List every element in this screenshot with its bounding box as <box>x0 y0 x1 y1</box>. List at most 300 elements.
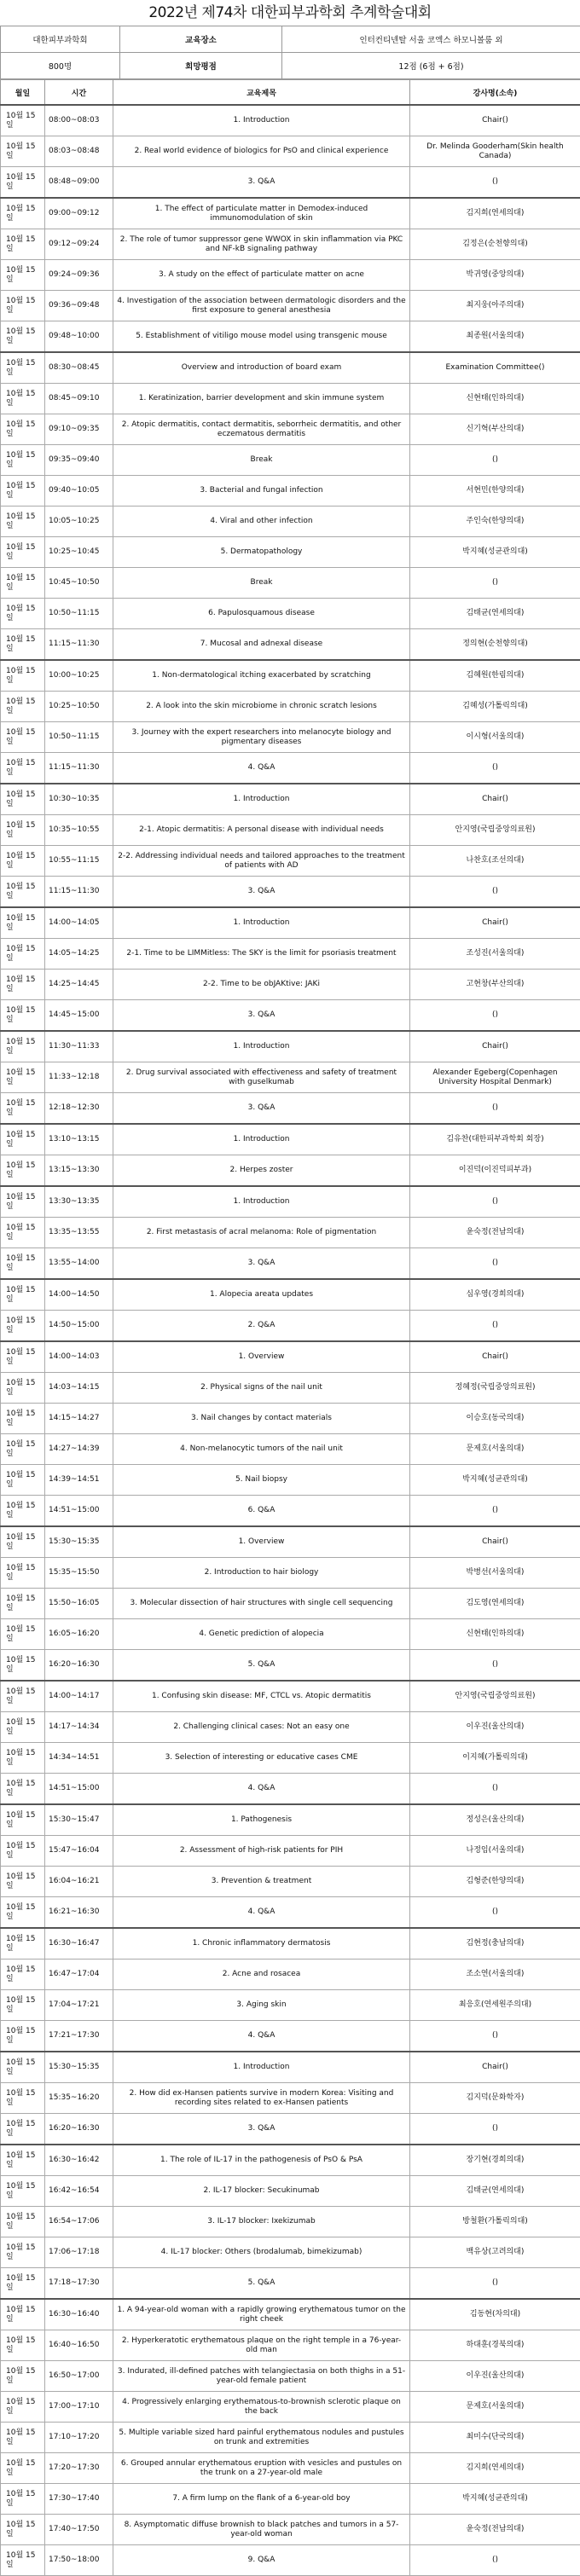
cell-title: 9. Q&A <box>113 2545 410 2576</box>
table-row <box>1 2453 580 2484</box>
cell-time: 17:30~17:40 <box>45 2484 113 2515</box>
cell-speaker: 김지덕(문화학자) <box>410 2083 580 2114</box>
cell-speaker: 김지희(연세의대) <box>410 198 580 229</box>
cell-speaker: () <box>410 167 580 199</box>
cell-time: 15:35~15:50 <box>45 1558 113 1589</box>
cell-speaker: 김도영(연세의대) <box>410 1589 580 1619</box>
cell-speaker: 안지영(국립중앙의료원) <box>410 815 580 846</box>
cell-title: 4. Investigation of the association between dermatologic disorders and the first exposure to general anesthesia <box>113 291 410 321</box>
table-row <box>1 1928 580 1959</box>
cell-date: 10월 15일 <box>1 599 45 629</box>
table-row <box>1 1743 580 1774</box>
cell-title: 1. Introduction <box>113 784 410 815</box>
cell-time: 14:00~14:17 <box>45 1681 113 1712</box>
cell-title: 4. IL-17 blocker: Others (brodalumab, bimekizumab) <box>113 2237 410 2268</box>
cell-date: 10월 15일 <box>1 753 45 784</box>
cell-date: 10월 15일 <box>1 970 45 1000</box>
cell-title: 2. A look into the skin microbiome in chronic scratch lesions <box>113 692 410 722</box>
cell-speaker: () <box>410 1311 580 1342</box>
cell-time: 13:35~13:55 <box>45 1218 113 1248</box>
table-row <box>1 198 580 229</box>
cell-date: 10월 15일 <box>1 629 45 661</box>
cell-time: 08:30~08:45 <box>45 352 113 384</box>
cell-time: 11:33~12:18 <box>45 1062 113 1093</box>
cell-speaker: 김혜원(한림의대) <box>410 660 580 692</box>
cell-speaker: 안지영(국립중앙의료원) <box>410 1681 580 1712</box>
cell-time: 16:05~16:20 <box>45 1619 113 1650</box>
cell-title: 3. Q&A <box>113 1248 410 1280</box>
cell-speaker: 최종원(서울의대) <box>410 321 580 353</box>
cell-title: 3. Q&A <box>113 1093 410 1125</box>
cell-speaker: 최지웅(아주의대) <box>410 291 580 321</box>
cell-time: 11:30~11:33 <box>45 1031 113 1062</box>
table-row <box>1 2176 580 2207</box>
info-table <box>0 26 580 79</box>
cell-title: 2. Assessment of high-risk patients for PIH <box>113 1836 410 1867</box>
table-row <box>1 1311 580 1342</box>
cell-speaker: Chair() <box>410 1031 580 1062</box>
cell-date: 10월 15일 <box>1 815 45 846</box>
table-row <box>1 939 580 970</box>
cell-time: 10:05~10:25 <box>45 507 113 537</box>
cell-time: 10:45~10:50 <box>45 568 113 599</box>
cell-title: 3. Q&A <box>113 2114 410 2145</box>
table-row <box>1 167 580 199</box>
cell-speaker: 이승호(동국의대) <box>410 1404 580 1434</box>
cell-date: 10월 15일 <box>1 476 45 507</box>
table-row <box>1 291 580 321</box>
cell-date: 10월 15일 <box>1 1959 45 1990</box>
table-row <box>1 352 580 384</box>
table-row <box>1 229 580 260</box>
cell-date: 10월 15일 <box>1 2176 45 2207</box>
cell-title: 6. Papulosquamous disease <box>113 599 410 629</box>
cell-speaker: 문제호(서울의대) <box>410 1434 580 1465</box>
cell-speaker: () <box>410 753 580 784</box>
cell-date: 10월 15일 <box>1 2299 45 2330</box>
cell-date: 10월 15일 <box>1 1496 45 1527</box>
cell-time: 10:25~10:45 <box>45 537 113 568</box>
table-row <box>1 2361 580 2392</box>
cell-date: 10월 15일 <box>1 1124 45 1155</box>
cell-speaker: 최미수(단국의대) <box>410 2423 580 2453</box>
table-row <box>1 877 580 908</box>
table-row <box>1 2083 580 2114</box>
cell-time: 16:47~17:04 <box>45 1959 113 1990</box>
table-row <box>1 384 580 414</box>
cell-speaker: 신현태(인하의대) <box>410 384 580 414</box>
cell-date: 10월 15일 <box>1 384 45 414</box>
cell-title: 3. Bacterial and fungal infection <box>113 476 410 507</box>
cell-date: 10월 15일 <box>1 568 45 599</box>
cell-time: 15:50~16:05 <box>45 1589 113 1619</box>
cell-time: 14:50~15:00 <box>45 1311 113 1342</box>
cell-speaker: 이우진(울산의대) <box>410 1712 580 1743</box>
cell-date: 10월 15일 <box>1 414 45 445</box>
cell-title: 1. Introduction <box>113 1124 410 1155</box>
table-row <box>1 692 580 722</box>
cell-time: 14:51~15:00 <box>45 1774 113 1805</box>
table-row <box>1 568 580 599</box>
cell-title: 1. Introduction <box>113 1031 410 1062</box>
cell-speaker: () <box>410 2268 580 2300</box>
cell-time: 15:30~15:35 <box>45 1526 113 1558</box>
cell-title: 2. Q&A <box>113 1311 410 1342</box>
cell-title: 2. Acne and rosacea <box>113 1959 410 1990</box>
cell-time: 09:12~09:24 <box>45 229 113 260</box>
table-row <box>1 1093 580 1125</box>
cell-date: 10월 15일 <box>1 2237 45 2268</box>
col-header-title: 교육제목 <box>113 80 410 106</box>
society-name: 대한피부과학회 <box>1 26 120 53</box>
cell-date: 10월 15일 <box>1 2330 45 2361</box>
cell-time: 11:15~11:30 <box>45 753 113 784</box>
cell-speaker: 이우진(울산의대) <box>410 2361 580 2392</box>
cell-time: 16:50~17:00 <box>45 2361 113 2392</box>
cell-speaker: 장기현(경희의대) <box>410 2145 580 2176</box>
cell-title: 1. Introduction <box>113 2052 410 2083</box>
cell-title: 1. Pathogenesis <box>113 1804 410 1836</box>
table-row <box>1 507 580 537</box>
cell-time: 10:35~10:55 <box>45 815 113 846</box>
cell-time: 17:10~17:20 <box>45 2423 113 2453</box>
table-row <box>1 660 580 692</box>
cell-time: 17:06~17:18 <box>45 2237 113 2268</box>
place-value: 인터컨티넨탈 서울 코엑스 하모니볼룸 외 <box>282 26 580 53</box>
cell-date: 10월 15일 <box>1 692 45 722</box>
cell-speaker: 정의현(순천향의대) <box>410 629 580 661</box>
cell-date: 10월 15일 <box>1 1897 45 1929</box>
cell-time: 13:30~13:35 <box>45 1186 113 1218</box>
table-row <box>1 1434 580 1465</box>
table-row <box>1 2237 580 2268</box>
cell-time: 14:05~14:25 <box>45 939 113 970</box>
cell-date: 10월 15일 <box>1 1743 45 1774</box>
cell-speaker: 김동현(차의대) <box>410 2299 580 2330</box>
cell-date: 10월 15일 <box>1 167 45 199</box>
cell-date: 10월 15일 <box>1 198 45 229</box>
table-row <box>1 1650 580 1682</box>
cell-date: 10월 15일 <box>1 2268 45 2300</box>
cell-time: 13:15~13:30 <box>45 1155 113 1187</box>
cell-date: 10월 15일 <box>1 2515 45 2545</box>
cell-time: 09:24~09:36 <box>45 260 113 291</box>
cell-date: 10월 15일 <box>1 1373 45 1404</box>
table-row <box>1 1774 580 1805</box>
table-row <box>1 2330 580 2361</box>
schedule-header-row <box>1 80 580 106</box>
cell-speaker: Dr. Melinda Gooderham(Skin health Canada) <box>410 136 580 167</box>
cell-title: 2. Hyperkeratotic erythematous plaque on the right temple in a 76-year-old man <box>113 2330 410 2361</box>
cell-title: 2-2. Time to be obJAKtive: JAKi <box>113 970 410 1000</box>
cell-time: 16:04~16:21 <box>45 1867 113 1897</box>
cell-date: 10월 15일 <box>1 136 45 167</box>
cell-title: 3. Selection of interesting or educative cases CME <box>113 1743 410 1774</box>
cell-time: 14:51~15:00 <box>45 1496 113 1527</box>
cell-date: 10월 15일 <box>1 877 45 908</box>
cell-title: 1. Introduction <box>113 105 410 136</box>
cell-title: 1. Keratinization, barrier development and skin immune system <box>113 384 410 414</box>
cell-time: 17:21~17:30 <box>45 2021 113 2052</box>
table-row <box>1 784 580 815</box>
cell-speaker: 김정은(순천향의대) <box>410 229 580 260</box>
cell-speaker: 박지혜(성균관의대) <box>410 2484 580 2515</box>
table-row <box>1 1681 580 1712</box>
cell-title: 1. Introduction <box>113 907 410 939</box>
table-row <box>1 1959 580 1990</box>
table-row <box>1 1373 580 1404</box>
cell-date: 10월 15일 <box>1 1279 45 1311</box>
cell-date: 10월 15일 <box>1 1186 45 1218</box>
cell-date: 10월 15일 <box>1 2392 45 2423</box>
table-row <box>1 1867 580 1897</box>
cell-title: 3. Q&A <box>113 1000 410 1032</box>
col-header-month: 월일 <box>1 80 45 106</box>
cell-speaker: 김현정(충남의대) <box>410 1928 580 1959</box>
cell-time: 14:45~15:00 <box>45 1000 113 1032</box>
cell-time: 08:45~09:10 <box>45 384 113 414</box>
cell-date: 10월 15일 <box>1 2145 45 2176</box>
cell-date: 10월 15일 <box>1 907 45 939</box>
table-row <box>1 1619 580 1650</box>
cell-title: 7. A firm lump on the flank of a 6-year-old boy <box>113 2484 410 2515</box>
cell-date: 10월 15일 <box>1 2083 45 2114</box>
table-row <box>1 1279 580 1311</box>
cell-time: 14:34~14:51 <box>45 1743 113 1774</box>
cell-speaker: 주인숙(한양의대) <box>410 507 580 537</box>
table-row <box>1 1218 580 1248</box>
cell-speaker: 윤숙정(전남의대) <box>410 2515 580 2545</box>
cell-date: 10월 15일 <box>1 2545 45 2576</box>
cell-title: 5. Dermatopathology <box>113 537 410 568</box>
cell-speaker: 조성진(서울의대) <box>410 939 580 970</box>
cell-date: 10월 15일 <box>1 1990 45 2021</box>
cell-title: 2. How did ex-Hansen patients survive in modern Korea: Visiting and recording sites related to ex-Hansen patients <box>113 2083 410 2114</box>
table-row <box>1 1712 580 1743</box>
place-label: 교육장소 <box>120 26 282 53</box>
cell-date: 10월 15일 <box>1 939 45 970</box>
cell-title: 2. The role of tumor suppressor gene WWOX in skin inflammation via PKC and NF-kB signaling pathway <box>113 229 410 260</box>
cell-time: 12:18~12:30 <box>45 1093 113 1125</box>
table-row <box>1 2052 580 2083</box>
cell-title: 5. Q&A <box>113 2268 410 2300</box>
cell-speaker: Examination Committee() <box>410 352 580 384</box>
table-row <box>1 599 580 629</box>
score-value: 12점 (6점 + 6점) <box>282 53 580 79</box>
cell-time: 16:42~16:54 <box>45 2176 113 2207</box>
document-title: 2022년 제74차 대한피부과학회 추계학술대회 <box>0 0 580 26</box>
cell-time: 15:47~16:04 <box>45 1836 113 1867</box>
cell-title: 2. Challenging clinical cases: Not an easy one <box>113 1712 410 1743</box>
cell-speaker: 백유상(고려의대) <box>410 2237 580 2268</box>
cell-date: 10월 15일 <box>1 291 45 321</box>
cell-time: 11:15~11:30 <box>45 629 113 661</box>
cell-speaker: 고현창(부산의대) <box>410 970 580 1000</box>
cell-title: 5. Q&A <box>113 1650 410 1682</box>
cell-speaker: 김형준(한양의대) <box>410 1867 580 1897</box>
cell-speaker: Chair() <box>410 105 580 136</box>
cell-time: 14:00~14:03 <box>45 1341 113 1373</box>
cell-title: 2-1. Time to be LIMMitless: The SKY is the limit for psoriasis treatment <box>113 939 410 970</box>
cell-date: 10월 15일 <box>1 105 45 136</box>
cell-date: 10월 15일 <box>1 2021 45 2052</box>
cell-date: 10월 15일 <box>1 1155 45 1187</box>
cell-date: 10월 15일 <box>1 1311 45 1342</box>
cell-title: 1. Overview <box>113 1341 410 1373</box>
cell-speaker: () <box>410 445 580 476</box>
table-row <box>1 2021 580 2052</box>
table-row <box>1 1124 580 1155</box>
cell-title: Overview and introduction of board exam <box>113 352 410 384</box>
cell-date: 10월 15일 <box>1 1774 45 1805</box>
cell-title: 2. First metastasis of acral melanoma: Role of pigmentation <box>113 1218 410 1248</box>
cell-time: 08:03~08:48 <box>45 136 113 167</box>
cell-title: 3. Q&A <box>113 877 410 908</box>
schedule-body <box>1 105 580 2576</box>
cell-time: 16:20~16:30 <box>45 2114 113 2145</box>
cell-time: 10:50~11:15 <box>45 722 113 753</box>
cell-date: 10월 15일 <box>1 784 45 815</box>
cell-speaker: Chair() <box>410 1341 580 1373</box>
table-row <box>1 1031 580 1062</box>
table-row <box>1 476 580 507</box>
cell-speaker: 이지혜(가톨릭의대) <box>410 1743 580 1774</box>
cell-title: 2-2. Addressing individual needs and tailored approaches to the treatment of patients with AD <box>113 846 410 877</box>
table-row <box>1 2484 580 2515</box>
cell-time: 15:35~16:20 <box>45 2083 113 2114</box>
cell-time: 13:10~13:15 <box>45 1124 113 1155</box>
cell-time: 17:20~17:30 <box>45 2453 113 2484</box>
table-row <box>1 2207 580 2237</box>
cell-speaker: Chair() <box>410 2052 580 2083</box>
table-row <box>1 2392 580 2423</box>
table-row <box>1 537 580 568</box>
cell-speaker: 김태균(연세의대) <box>410 599 580 629</box>
table-row <box>1 1897 580 1929</box>
cell-time: 17:00~17:10 <box>45 2392 113 2423</box>
cell-speaker: 신기혁(부산의대) <box>410 414 580 445</box>
table-row <box>1 2268 580 2300</box>
cell-date: 10월 15일 <box>1 1218 45 1248</box>
table-row <box>1 1062 580 1093</box>
cell-speaker: 나찬호(조선의대) <box>410 846 580 877</box>
cell-title: 3. Journey with the expert researchers into melanocyte biology and pigmentary diseases <box>113 722 410 753</box>
cell-speaker: 신현태(인하의대) <box>410 1619 580 1650</box>
cell-time: 16:30~16:40 <box>45 2299 113 2330</box>
table-row <box>1 815 580 846</box>
cell-title: 1. Alopecia areata updates <box>113 1279 410 1311</box>
cell-title: 4. Non-melanocytic tumors of the nail unit <box>113 1434 410 1465</box>
table-row <box>1 1836 580 1867</box>
cell-speaker: 윤숙정(전남의대) <box>410 1218 580 1248</box>
cell-date: 10월 15일 <box>1 260 45 291</box>
cell-title: 1. Chronic inflammatory dermatosis <box>113 1928 410 1959</box>
cell-time: 16:30~16:42 <box>45 2145 113 2176</box>
score-label: 희망평점 <box>120 53 282 79</box>
cell-title: 1. The role of IL-17 in the pathogenesis of PsO & PsA <box>113 2145 410 2176</box>
cell-time: 15:30~15:47 <box>45 1804 113 1836</box>
cell-date: 10월 15일 <box>1 846 45 877</box>
table-row <box>1 414 580 445</box>
cell-time: 17:50~18:00 <box>45 2545 113 2576</box>
table-row <box>1 2145 580 2176</box>
cell-speaker: 최응호(연세원주의대) <box>410 1990 580 2021</box>
table-row <box>1 260 580 291</box>
cell-title: 7. Mucosal and adnexal disease <box>113 629 410 661</box>
cell-time: 10:25~10:50 <box>45 692 113 722</box>
cell-title: 1. The effect of particulate matter in Demodex-induced immunomodulation of skin <box>113 198 410 229</box>
table-row <box>1 2299 580 2330</box>
cell-title: 1. Introduction <box>113 1186 410 1218</box>
cell-title: 6. Q&A <box>113 1496 410 1527</box>
cell-title: 8. Asymptomatic diffuse brownish to black patches and tumors in a 57-year-old woman <box>113 2515 410 2545</box>
cell-date: 10월 15일 <box>1 1093 45 1125</box>
cell-date: 10월 15일 <box>1 1589 45 1619</box>
cell-speaker: 박지혜(성균관의대) <box>410 537 580 568</box>
table-row <box>1 2114 580 2145</box>
cell-title: 4. Viral and other infection <box>113 507 410 537</box>
table-row <box>1 970 580 1000</box>
cell-title: 4. Q&A <box>113 1897 410 1929</box>
cell-date: 10월 15일 <box>1 722 45 753</box>
cell-title: 5. Establishment of vitiligo mouse model using transgenic mouse <box>113 321 410 353</box>
cell-speaker: () <box>410 877 580 908</box>
cell-title: 3. Indurated, ill-defined patches with telangiectasia on both thighs in a 51-year-old female patient <box>113 2361 410 2392</box>
cell-speaker: () <box>410 1000 580 1032</box>
cell-time: 14:15~14:27 <box>45 1404 113 1434</box>
cell-date: 10월 15일 <box>1 1836 45 1867</box>
cell-time: 14:25~14:45 <box>45 970 113 1000</box>
table-row <box>1 1000 580 1032</box>
cell-date: 10월 15일 <box>1 1465 45 1496</box>
cell-time: 10:55~11:15 <box>45 846 113 877</box>
cell-time: 16:30~16:47 <box>45 1928 113 1959</box>
cell-title: 5. Multiple variable sized hard painful erythematous nodules and pustules on trunk and extremities <box>113 2423 410 2453</box>
cell-speaker: 박병선(서울의대) <box>410 1558 580 1589</box>
cell-title: 6. Grouped annular erythematous eruption with vesicles and pustules on the trunk on a 27-year-old male <box>113 2453 410 2484</box>
cell-time: 14:17~14:34 <box>45 1712 113 1743</box>
cell-date: 10월 15일 <box>1 1526 45 1558</box>
cell-time: 16:54~17:06 <box>45 2207 113 2237</box>
cell-date: 10월 15일 <box>1 1558 45 1589</box>
cell-title: 2-1. Atopic dermatitis: A personal disease with individual needs <box>113 815 410 846</box>
cell-date: 10월 15일 <box>1 1341 45 1373</box>
attendee-count: 800명 <box>1 53 120 79</box>
cell-speaker: 김유찬(대한피부과학회 회장) <box>410 1124 580 1155</box>
cell-title: 1. Overview <box>113 1526 410 1558</box>
cell-speaker: 정혜정(국립중앙의료원) <box>410 1373 580 1404</box>
cell-date: 10월 15일 <box>1 1248 45 1280</box>
cell-title: Break <box>113 568 410 599</box>
cell-title: 2. Real world evidence of biologics for PsO and clinical experience <box>113 136 410 167</box>
table-row <box>1 1186 580 1218</box>
cell-date: 10월 15일 <box>1 537 45 568</box>
cell-title: 4. Q&A <box>113 753 410 784</box>
cell-date: 10월 15일 <box>1 2207 45 2237</box>
cell-date: 10월 15일 <box>1 507 45 537</box>
cell-title: 2. Herpes zoster <box>113 1155 410 1187</box>
table-row <box>1 2515 580 2545</box>
cell-time: 17:18~17:30 <box>45 2268 113 2300</box>
cell-speaker: 서현민(한양의대) <box>410 476 580 507</box>
cell-title: 2. IL-17 blocker: Secukinumab <box>113 2176 410 2207</box>
cell-speaker: Chair() <box>410 784 580 815</box>
table-row <box>1 629 580 661</box>
cell-speaker: () <box>410 1248 580 1280</box>
cell-speaker: 김태균(연세의대) <box>410 2176 580 2207</box>
cell-speaker: () <box>410 1650 580 1682</box>
table-row <box>1 1341 580 1373</box>
